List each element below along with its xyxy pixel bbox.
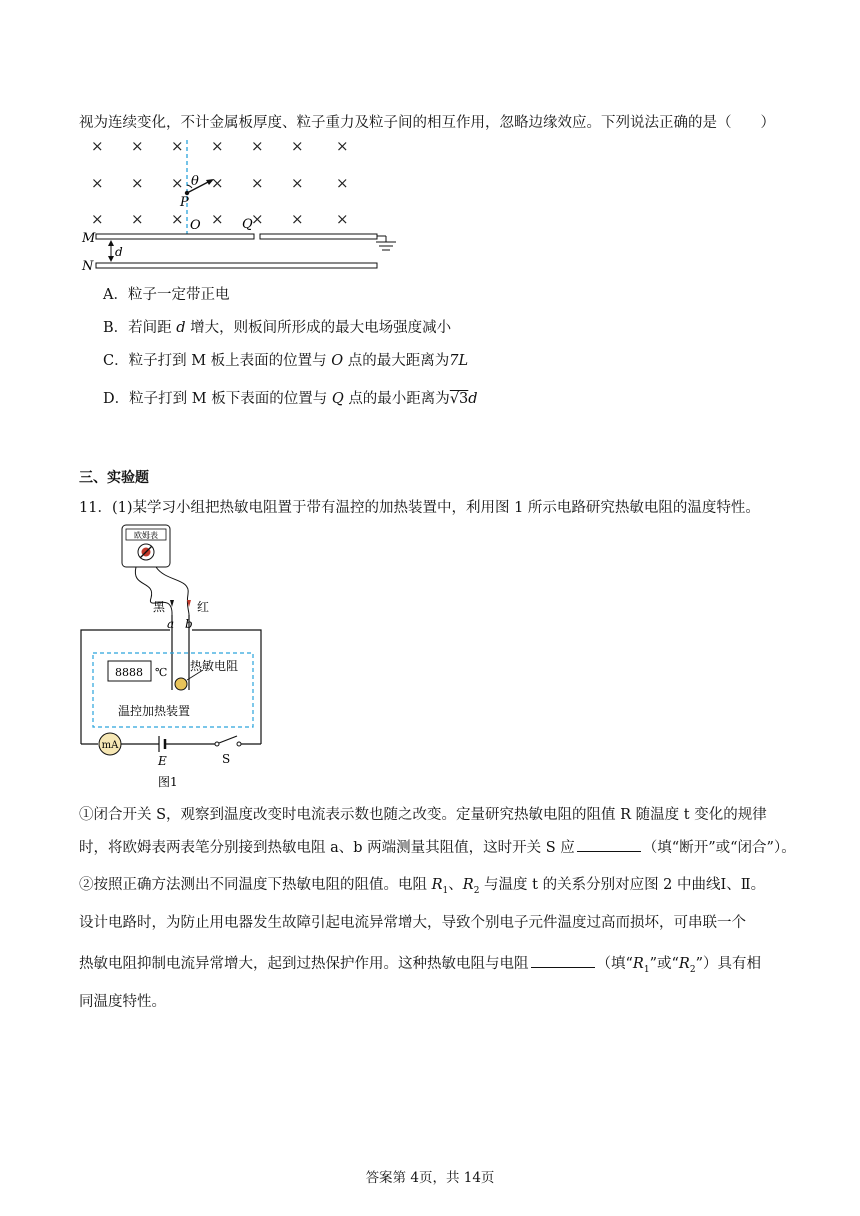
q10-stem-tail: 视为连续变化，不计金属板厚度、粒子重力及粒子间的相互作用，忽略边缘效应。下列说法正确的是（ ） xyxy=(79,115,775,131)
figure-caption: 图1 xyxy=(158,775,178,789)
cross-mark: × xyxy=(336,210,349,228)
black-label: 黑 xyxy=(153,600,166,614)
cross-mark: × xyxy=(171,137,184,155)
cross-mark: × xyxy=(91,210,104,228)
temp-display-digits: 8888 xyxy=(115,666,143,679)
page-footer: 答案第 4页，共 14页 xyxy=(365,1170,495,1186)
switch-s xyxy=(219,736,237,743)
figure-1-circuit xyxy=(76,520,266,792)
cross-mark: × xyxy=(336,137,349,155)
cross-mark: × xyxy=(91,174,104,192)
s-label: S xyxy=(222,752,231,766)
option-b: B．若间距 d 增大，则板间所形成的最大电场强度减小 xyxy=(103,320,452,336)
answer-blank-2[interactable] xyxy=(531,955,595,968)
e-label: E xyxy=(158,754,167,768)
cross-mark: × xyxy=(131,137,144,155)
plate-m-right xyxy=(260,234,377,239)
cross-mark: × xyxy=(211,174,224,192)
b-label: b xyxy=(185,617,193,631)
option-a: A．粒子一定带正电 xyxy=(103,287,230,303)
cross-mark: × xyxy=(251,174,264,192)
cross-mark: × xyxy=(336,174,349,192)
thermistor-label: 热敏电阻 xyxy=(190,659,239,673)
m-label: M xyxy=(82,231,96,246)
q10-field-diagram xyxy=(70,130,410,275)
q11-sub1-line1: ①闭合开关 S，观察到温度改变时电流表示数也随之改变。定量研究热敏电阻的阻值 R 随温度 t 变化的规律 xyxy=(79,807,767,823)
d-label: d xyxy=(115,245,123,259)
cross-mark: × xyxy=(171,210,184,228)
cross-mark: × xyxy=(291,137,304,155)
theta-label: θ xyxy=(191,174,199,189)
q11-sub2-line2: 设计电路时，为防止用电器发生故障引起电流异常增大，导致个别电子元件温度过高而损坏，可串联一个 xyxy=(79,915,746,931)
device-label: 温控加热装置 xyxy=(118,704,191,718)
cross-mark: × xyxy=(131,174,144,192)
magnetic-field-crosses xyxy=(91,137,349,228)
plate-m-left xyxy=(96,234,254,239)
cross-mark: × xyxy=(131,210,144,228)
ma-label: mA xyxy=(101,740,119,751)
section-title: 三、实验题 xyxy=(79,470,149,486)
cross-mark: × xyxy=(251,210,264,228)
celsius-label: ℃ xyxy=(155,666,168,679)
option-c: C．粒子打到 M 板上表面的位置与 O 点的最大距离为7L xyxy=(103,353,469,369)
cross-mark: × xyxy=(211,210,224,228)
n-label: N xyxy=(82,259,94,274)
cross-mark: × xyxy=(171,174,184,192)
cross-mark: × xyxy=(291,174,304,192)
plate-n xyxy=(96,263,377,268)
ohmmeter-label: 欧姆表 xyxy=(134,531,158,540)
option-d: D．粒子打到 M 板下表面的位置与 Q 点的最小距离为√3d xyxy=(103,391,478,407)
o-label: O xyxy=(190,218,201,233)
cross-mark: × xyxy=(251,137,264,155)
answer-blank-1[interactable] xyxy=(577,839,641,852)
q11-sub1-line2: 时，将欧姆表两表笔分别接到热敏电阻 a、b 两端测量其阻值，这时开关 S 应 （填“断开”或“闭合”）。 xyxy=(79,840,796,856)
q-label: Q xyxy=(242,217,253,232)
cross-mark: × xyxy=(91,137,104,155)
thermistor xyxy=(175,678,187,690)
q11-sub2-line4: 同温度特性。 xyxy=(79,994,166,1010)
q11-sub2-line1: ②按照正确方法测出不同温度下热敏电阻的阻值。电阻 $R_1$、$R_2$ 与温度 t 的关系分别对应图 2 中曲线Ⅰ、Ⅱ。 xyxy=(79,877,766,896)
cross-mark: × xyxy=(291,210,304,228)
p-label: P xyxy=(180,195,189,210)
a-label: a xyxy=(167,617,175,631)
q11-sub2-line3: 热敏电阻抑制电流异常增大，起到过热保护作用。这种热敏电阻与电阻 （填“$R_1$”或“$R_2$”）具有相 xyxy=(79,956,761,975)
red-label: 红 xyxy=(197,600,210,614)
q11-part1: 11．(1)某学习小组把热敏电阻置于带有温控的加热装置中，利用图 1 所示电路研究热敏电阻的温度特性。 xyxy=(79,500,760,516)
cross-mark: × xyxy=(211,137,224,155)
